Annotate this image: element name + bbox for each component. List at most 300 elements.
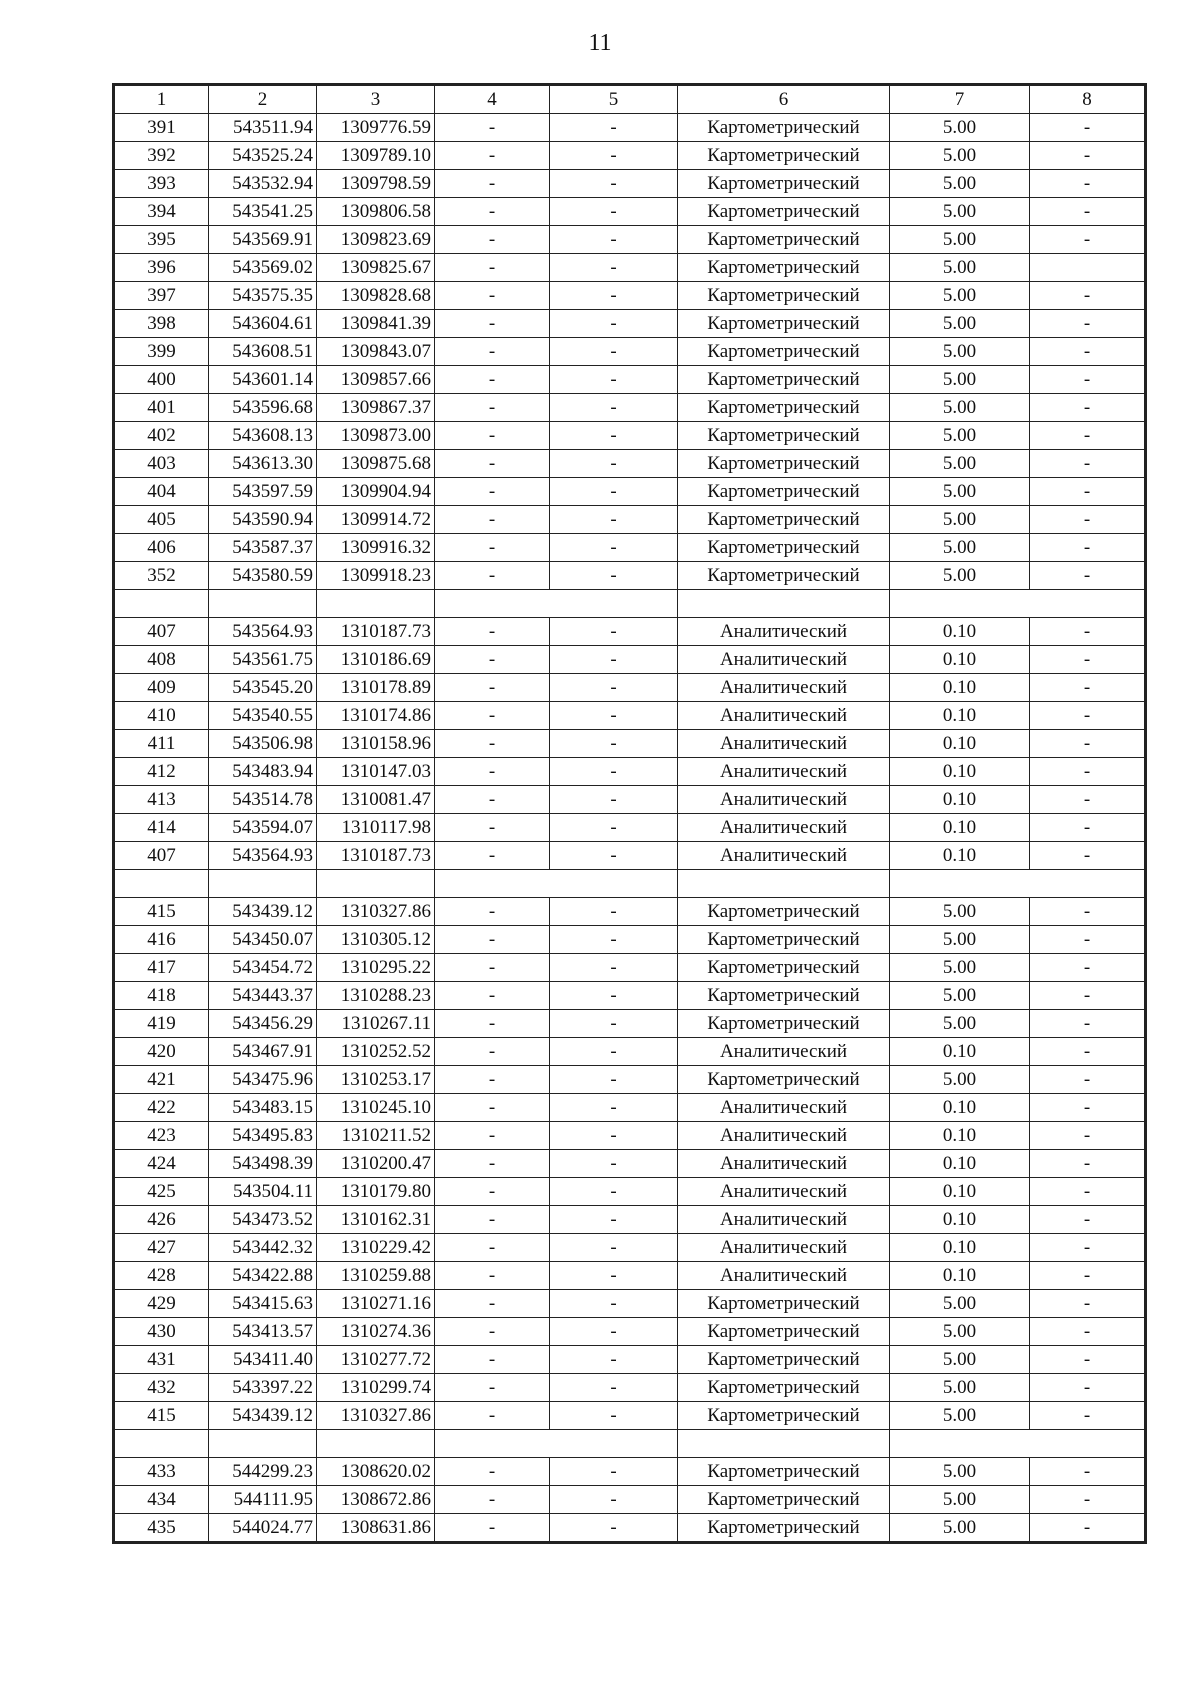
table-cell: 5.00 — [890, 1318, 1030, 1346]
table-cell: - — [550, 1262, 678, 1290]
table-row — [115, 338, 1145, 366]
table-cell: 393 — [115, 170, 209, 198]
table-cell: 420 — [115, 1038, 209, 1066]
table-cell: - — [550, 1290, 678, 1318]
table-cell: - — [435, 506, 550, 534]
table-cell: - — [435, 1374, 550, 1402]
table-cell — [1030, 590, 1145, 618]
table-cell: 543540.55 — [209, 702, 317, 730]
table-cell: - — [435, 898, 550, 926]
table-cell: 543601.14 — [209, 366, 317, 394]
table-cell: 404 — [115, 478, 209, 506]
table-cell — [678, 590, 890, 618]
table-row — [115, 562, 1145, 590]
table-cell: 543564.93 — [209, 618, 317, 646]
table-cell: - — [435, 1094, 550, 1122]
table-cell: Картометрический — [678, 226, 890, 254]
table-cell: 1310245.10 — [317, 1094, 435, 1122]
table-cell — [678, 1430, 890, 1458]
table-cell: - — [435, 954, 550, 982]
table-cell — [435, 590, 550, 618]
table-cell: 1309828.68 — [317, 282, 435, 310]
table-cell: 1308672.86 — [317, 1486, 435, 1514]
table-cell: Картометрический — [678, 114, 890, 142]
column-header: 4 — [435, 86, 550, 114]
table-cell: 543422.88 — [209, 1262, 317, 1290]
table-cell: - — [1030, 366, 1145, 394]
table-row — [115, 394, 1145, 422]
table-cell: Картометрический — [678, 478, 890, 506]
table-cell: 543397.22 — [209, 1374, 317, 1402]
table-cell: Аналитический — [678, 1122, 890, 1150]
table-cell: - — [435, 114, 550, 142]
table-cell: Аналитический — [678, 730, 890, 758]
table-cell: 1310295.22 — [317, 954, 435, 982]
table-cell — [550, 870, 678, 898]
table-cell: Картометрический — [678, 1402, 890, 1430]
table-cell: 544299.23 — [209, 1458, 317, 1486]
table-cell: 5.00 — [890, 338, 1030, 366]
table-cell: 414 — [115, 814, 209, 842]
table-cell: - — [550, 702, 678, 730]
table-cell: Аналитический — [678, 1150, 890, 1178]
table-cell: - — [550, 758, 678, 786]
table-row — [115, 1094, 1145, 1122]
table-cell: - — [1030, 1150, 1145, 1178]
table-row — [115, 1402, 1145, 1430]
column-header: 2 — [209, 86, 317, 114]
table-cell: Картометрический — [678, 982, 890, 1010]
table-cell: 396 — [115, 254, 209, 282]
table-cell: 1310229.42 — [317, 1234, 435, 1262]
table-cell: 5.00 — [890, 506, 1030, 534]
table-cell: 1309867.37 — [317, 394, 435, 422]
table-cell: 1309798.59 — [317, 170, 435, 198]
table-cell: 5.00 — [890, 1374, 1030, 1402]
table-cell: - — [1030, 394, 1145, 422]
table-row — [115, 1458, 1145, 1486]
table-cell: - — [435, 1514, 550, 1542]
table-cell: 543608.13 — [209, 422, 317, 450]
table-cell: - — [1030, 1010, 1145, 1038]
table-cell: - — [550, 1206, 678, 1234]
table-cell: 0.10 — [890, 1094, 1030, 1122]
table-header-row — [115, 86, 1145, 114]
table-cell: 401 — [115, 394, 209, 422]
table-cell: 1309918.23 — [317, 562, 435, 590]
table-cell: 1310187.73 — [317, 618, 435, 646]
table-cell: - — [1030, 562, 1145, 590]
table-cell: - — [435, 366, 550, 394]
table-cell: 402 — [115, 422, 209, 450]
table-cell: 421 — [115, 1066, 209, 1094]
table-cell: - — [435, 1234, 550, 1262]
table-cell: 543439.12 — [209, 898, 317, 926]
table-cell: - — [550, 1346, 678, 1374]
table-cell: 5.00 — [890, 562, 1030, 590]
table-cell: - — [1030, 142, 1145, 170]
table-cell: 413 — [115, 786, 209, 814]
table-cell: 399 — [115, 338, 209, 366]
table-cell: - — [550, 842, 678, 870]
table-row — [115, 1318, 1145, 1346]
table-cell: - — [1030, 338, 1145, 366]
column-header: 3 — [317, 86, 435, 114]
table-cell: 543569.02 — [209, 254, 317, 282]
table-cell: - — [550, 954, 678, 982]
table-cell: 1310305.12 — [317, 926, 435, 954]
table-cell: - — [550, 1318, 678, 1346]
table-cell: 1310274.36 — [317, 1318, 435, 1346]
table-cell: 543596.68 — [209, 394, 317, 422]
table-cell: Картометрический — [678, 338, 890, 366]
table-cell: Аналитический — [678, 618, 890, 646]
table-cell: 0.10 — [890, 842, 1030, 870]
table-cell: - — [1030, 450, 1145, 478]
table-row — [115, 646, 1145, 674]
table-cell: - — [550, 226, 678, 254]
coordinates-table — [114, 85, 1145, 1542]
table-cell: - — [1030, 1178, 1145, 1206]
table-cell: - — [550, 534, 678, 562]
table-cell: 543506.98 — [209, 730, 317, 758]
table-cell: - — [435, 1346, 550, 1374]
table-cell: 1309914.72 — [317, 506, 435, 534]
table-cell: 543483.15 — [209, 1094, 317, 1122]
table-cell: 1310200.47 — [317, 1150, 435, 1178]
table-cell: 5.00 — [890, 1290, 1030, 1318]
table-cell: Картометрический — [678, 1290, 890, 1318]
table-cell: 0.10 — [890, 674, 1030, 702]
table-cell: Картометрический — [678, 170, 890, 198]
page-number: 11 — [588, 30, 612, 56]
table-cell: Аналитический — [678, 814, 890, 842]
separator-row — [115, 1430, 1145, 1458]
table-cell: 0.10 — [890, 1038, 1030, 1066]
table-cell: 1310174.86 — [317, 702, 435, 730]
table-cell: - — [550, 142, 678, 170]
table-row — [115, 954, 1145, 982]
table-cell: - — [550, 786, 678, 814]
table-cell: 416 — [115, 926, 209, 954]
table-cell: 430 — [115, 1318, 209, 1346]
column-header: 8 — [1030, 86, 1145, 114]
table-cell: - — [435, 1150, 550, 1178]
table-cell: - — [550, 1094, 678, 1122]
table-cell: - — [550, 1374, 678, 1402]
table-cell: 1310259.88 — [317, 1262, 435, 1290]
table-cell: 543443.37 — [209, 982, 317, 1010]
separator-row — [115, 590, 1145, 618]
table-cell: 1310288.23 — [317, 982, 435, 1010]
table-cell — [435, 1430, 550, 1458]
table-cell: Аналитический — [678, 1094, 890, 1122]
table-cell: 415 — [115, 898, 209, 926]
table-cell: 543450.07 — [209, 926, 317, 954]
table-cell: - — [550, 1038, 678, 1066]
table-cell: Картометрический — [678, 1318, 890, 1346]
table-cell: - — [1030, 982, 1145, 1010]
table-cell: - — [435, 1122, 550, 1150]
table-cell: 543411.40 — [209, 1346, 317, 1374]
table-cell: 543545.20 — [209, 674, 317, 702]
table-row — [115, 1122, 1145, 1150]
table-cell: 1310187.73 — [317, 842, 435, 870]
table-cell: - — [550, 982, 678, 1010]
table-cell: Аналитический — [678, 1234, 890, 1262]
table-cell — [115, 1430, 209, 1458]
table-cell: 5.00 — [890, 450, 1030, 478]
table-cell: 0.10 — [890, 1206, 1030, 1234]
table-cell — [550, 1430, 678, 1458]
table-cell — [435, 870, 550, 898]
table-cell: 5.00 — [890, 226, 1030, 254]
table-cell: Аналитический — [678, 1038, 890, 1066]
table-cell: Картометрический — [678, 282, 890, 310]
table-cell: - — [435, 170, 550, 198]
table-cell: 1308620.02 — [317, 1458, 435, 1486]
table-cell: 5.00 — [890, 310, 1030, 338]
table-cell: 543608.51 — [209, 338, 317, 366]
table-cell: 5.00 — [890, 534, 1030, 562]
table-cell: 543525.24 — [209, 142, 317, 170]
table-cell: - — [1030, 1122, 1145, 1150]
table-cell: - — [1030, 1038, 1145, 1066]
table-cell: 5.00 — [890, 1346, 1030, 1374]
table-cell: - — [435, 338, 550, 366]
table-cell: - — [435, 982, 550, 1010]
table-cell: - — [435, 310, 550, 338]
table-cell — [890, 1430, 1030, 1458]
column-header: 5 — [550, 86, 678, 114]
table-cell: 543541.25 — [209, 198, 317, 226]
table-cell: - — [435, 478, 550, 506]
table-cell: - — [435, 842, 550, 870]
table-cell: 5.00 — [890, 254, 1030, 282]
table-cell: - — [1030, 786, 1145, 814]
table-cell: 1308631.86 — [317, 1514, 435, 1542]
table-row — [115, 786, 1145, 814]
table-cell: 1309776.59 — [317, 114, 435, 142]
table-cell: 0.10 — [890, 702, 1030, 730]
table-cell: 5.00 — [890, 394, 1030, 422]
table-cell: 417 — [115, 954, 209, 982]
table-cell: 397 — [115, 282, 209, 310]
table-cell: 429 — [115, 1290, 209, 1318]
table-cell: - — [1030, 954, 1145, 982]
table-row — [115, 366, 1145, 394]
table-cell — [209, 1430, 317, 1458]
column-header: 7 — [890, 86, 1030, 114]
table-cell: 5.00 — [890, 982, 1030, 1010]
table-cell: Картометрический — [678, 310, 890, 338]
table-cell: - — [1030, 618, 1145, 646]
table-row — [115, 814, 1145, 842]
table-cell: 406 — [115, 534, 209, 562]
table-cell: 408 — [115, 646, 209, 674]
table-row — [115, 142, 1145, 170]
table-cell: Картометрический — [678, 1514, 890, 1542]
table-cell: 1309904.94 — [317, 478, 435, 506]
table-cell: - — [550, 1402, 678, 1430]
table-cell: 1310267.11 — [317, 1010, 435, 1038]
table-cell: - — [1030, 1066, 1145, 1094]
table-cell: - — [1030, 814, 1145, 842]
table-cell: 424 — [115, 1150, 209, 1178]
table-row — [115, 702, 1145, 730]
table-cell: 1310253.17 — [317, 1066, 435, 1094]
table-cell: Картометрический — [678, 1066, 890, 1094]
table-cell: - — [550, 506, 678, 534]
table-row — [115, 982, 1145, 1010]
table-cell: 543597.59 — [209, 478, 317, 506]
table-cell: 435 — [115, 1514, 209, 1542]
table-cell: Картометрический — [678, 254, 890, 282]
table-cell: 543613.30 — [209, 450, 317, 478]
table-cell: 1309789.10 — [317, 142, 435, 170]
table-cell: Аналитический — [678, 786, 890, 814]
table-cell: - — [550, 1150, 678, 1178]
table-cell: - — [1030, 1206, 1145, 1234]
table-cell: - — [550, 618, 678, 646]
table-cell: 392 — [115, 142, 209, 170]
table-cell: - — [1030, 1234, 1145, 1262]
table-cell: - — [550, 1514, 678, 1542]
table-cell: 544024.77 — [209, 1514, 317, 1542]
table-cell: 543442.32 — [209, 1234, 317, 1262]
table-cell: 412 — [115, 758, 209, 786]
table-cell: 0.10 — [890, 646, 1030, 674]
table-cell: 410 — [115, 702, 209, 730]
table-cell — [890, 590, 1030, 618]
table-cell: - — [435, 702, 550, 730]
table-row — [115, 198, 1145, 226]
table-cell: 1310081.47 — [317, 786, 435, 814]
table-row — [115, 310, 1145, 338]
table-cell: 543511.94 — [209, 114, 317, 142]
table-cell: - — [435, 1318, 550, 1346]
table-cell: 428 — [115, 1262, 209, 1290]
table-cell: 391 — [115, 114, 209, 142]
table-cell: 1310178.89 — [317, 674, 435, 702]
table-cell: - — [435, 1178, 550, 1206]
table-cell — [209, 870, 317, 898]
table-cell: 543415.63 — [209, 1290, 317, 1318]
table-row — [115, 618, 1145, 646]
table-cell: - — [1030, 226, 1145, 254]
table-cell: Аналитический — [678, 1262, 890, 1290]
table-cell: 422 — [115, 1094, 209, 1122]
table-cell: - — [550, 394, 678, 422]
table-row — [115, 282, 1145, 310]
table-cell: - — [435, 1402, 550, 1430]
table-cell: 1309843.07 — [317, 338, 435, 366]
table-cell: 543475.96 — [209, 1066, 317, 1094]
table-cell: 543604.61 — [209, 310, 317, 338]
table-cell: 543564.93 — [209, 842, 317, 870]
table-cell: - — [1030, 674, 1145, 702]
table-cell: 5.00 — [890, 114, 1030, 142]
table-row — [115, 1206, 1145, 1234]
table-cell: 405 — [115, 506, 209, 534]
table-cell: 543580.59 — [209, 562, 317, 590]
table-cell: 1310252.52 — [317, 1038, 435, 1066]
table-cell: 427 — [115, 1234, 209, 1262]
table-row — [115, 1150, 1145, 1178]
table-cell: - — [550, 674, 678, 702]
table-cell: Аналитический — [678, 1178, 890, 1206]
table-cell: Аналитический — [678, 842, 890, 870]
table-cell: - — [435, 394, 550, 422]
table-cell: - — [1030, 1514, 1145, 1542]
table-cell: - — [435, 226, 550, 254]
table-cell: 423 — [115, 1122, 209, 1150]
table-cell: Картометрический — [678, 926, 890, 954]
table-cell: Аналитический — [678, 1206, 890, 1234]
table-cell: - — [1030, 842, 1145, 870]
table-cell: - — [1030, 114, 1145, 142]
table-cell: 1310162.31 — [317, 1206, 435, 1234]
table-row — [115, 450, 1145, 478]
table-cell: - — [1030, 422, 1145, 450]
table-cell: - — [1030, 478, 1145, 506]
table-cell: 5.00 — [890, 422, 1030, 450]
table-cell: - — [1030, 898, 1145, 926]
table-cell: 5.00 — [890, 1066, 1030, 1094]
table-row — [115, 1234, 1145, 1262]
table-cell: - — [550, 814, 678, 842]
table-cell: - — [435, 534, 550, 562]
table-cell: - — [1030, 282, 1145, 310]
table-cell: - — [550, 1178, 678, 1206]
table-cell: - — [1030, 758, 1145, 786]
table-cell: - — [1030, 1402, 1145, 1430]
table-cell: - — [435, 254, 550, 282]
table-cell: - — [1030, 702, 1145, 730]
separator-row — [115, 870, 1145, 898]
table-cell: 1310186.69 — [317, 646, 435, 674]
table-cell: 1310211.52 — [317, 1122, 435, 1150]
table-row — [115, 1514, 1145, 1542]
table-cell: 411 — [115, 730, 209, 758]
table-cell: 543467.91 — [209, 1038, 317, 1066]
table-cell: 1310147.03 — [317, 758, 435, 786]
table-cell: - — [550, 1122, 678, 1150]
table-cell: 5.00 — [890, 954, 1030, 982]
table-row — [115, 926, 1145, 954]
table-cell: - — [435, 1262, 550, 1290]
table-cell: 0.10 — [890, 1262, 1030, 1290]
table-cell: 543413.57 — [209, 1318, 317, 1346]
table-cell: 433 — [115, 1458, 209, 1486]
table-cell: - — [550, 1458, 678, 1486]
table-cell: 432 — [115, 1374, 209, 1402]
table-cell: - — [435, 1038, 550, 1066]
table-cell: 5.00 — [890, 898, 1030, 926]
table-cell: 543473.52 — [209, 1206, 317, 1234]
table-cell: - — [435, 142, 550, 170]
table-cell: - — [435, 282, 550, 310]
table-row — [115, 1038, 1145, 1066]
table-cell: 0.10 — [890, 786, 1030, 814]
table-row — [115, 1290, 1145, 1318]
table-cell: - — [435, 1290, 550, 1318]
table-cell — [550, 590, 678, 618]
table-cell: 407 — [115, 842, 209, 870]
table-cell: - — [550, 1234, 678, 1262]
table-cell: Аналитический — [678, 758, 890, 786]
table-cell: - — [1030, 534, 1145, 562]
